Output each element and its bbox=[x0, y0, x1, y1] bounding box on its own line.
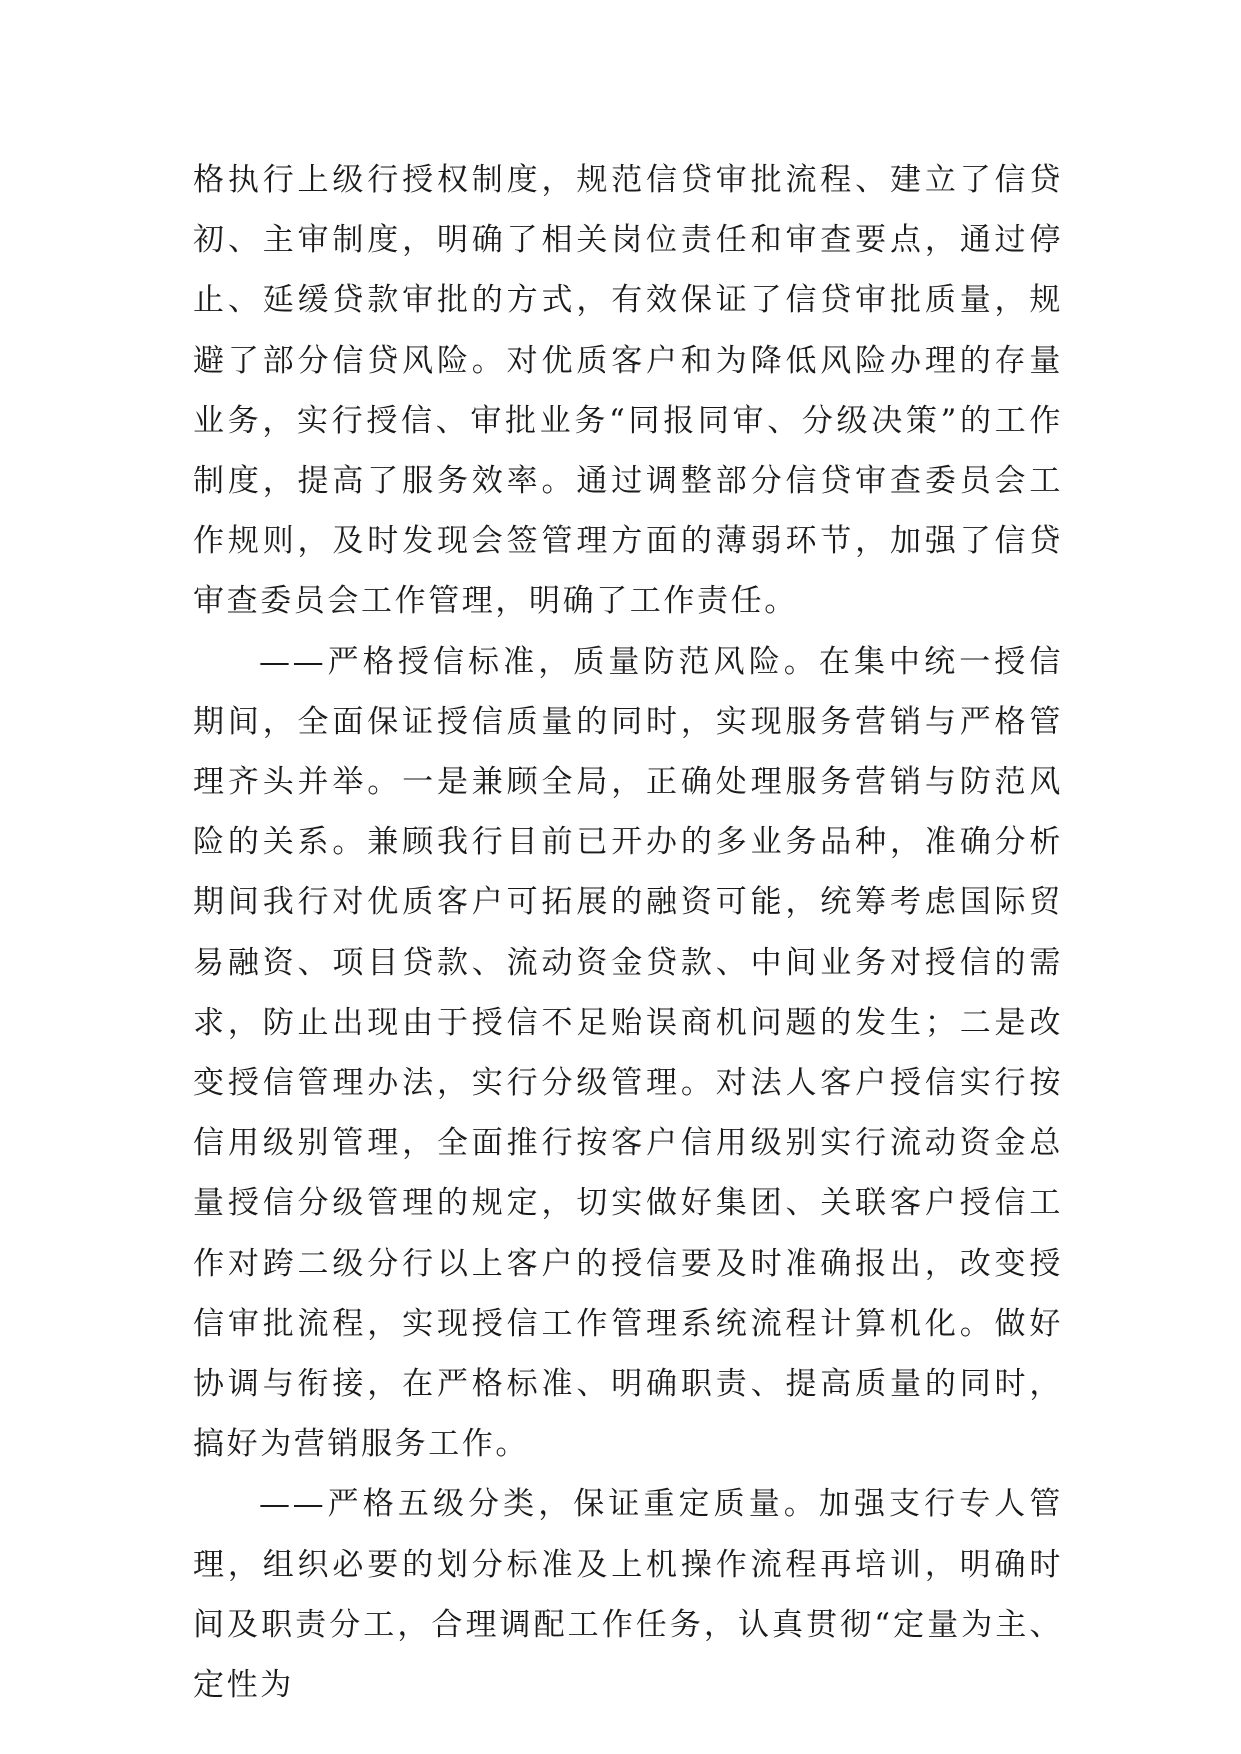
paragraph-credit-approval: 格执行上级行授权制度，规范信贷审批流程、建立了信贷初、主审制度，明确了相关岗位责任和审查要点，通过停止、延缓贷款审批的方式，有效保证了信贷审批质量，规避了部分信贷风险。对优质客户和为降低风险办理的存量业务，实行授信、审批业务“同报同审、分级决策”的工作制度，提高了服务效率。通过调整部分信贷审查委员会工作规则，及时发现会签管理方面的薄弱环节，加强了信贷审查委员会工作管理，明确了工作责任。 bbox=[193, 162, 1063, 620]
paragraph-five-level-classification: ——严格五级分类，保证重定质量。加强支行专人管理，组织必要的划分标准及上机操作流程再培训，明确时间及职责分工，合理调配工作任务，认真贯彻“定量为主、定性为 bbox=[193, 1486, 1063, 1704]
paragraph-credit-standards: ——严格授信标准，质量防范风险。在集中统一授信期间，全面保证授信质量的同时，实现服务营销与严格管理齐头并举。一是兼顾全局，正确处理服务营销与防范风险的关系。兼顾我行目前已开办的多业务品种，准确分析期间我行对优质客户可拓展的融资可能，统筹考虑国际贸易融资、项目贷款、流动资金贷款、中间业务对授信的需求，防止出现由于授信不足贻误商机问题的发生；二是改变授信管理办法，实行分级管理。对法人客户授信实行按信用级别管理，全面推行按客户信用级别实行流动资金总量授信分级管理的规定，切实做好集团、关联客户授信工作对跨二级分行以上客户的授信要及时准确报出，改变授信审批流程，实现授信工作管理系统流程计算机化。做好协调与衔接，在严格标准、明确职责、提高质量的同时，搞好为营销服务工作。 bbox=[193, 643, 1063, 1463]
body-text bbox=[193, 150, 1063, 1715]
